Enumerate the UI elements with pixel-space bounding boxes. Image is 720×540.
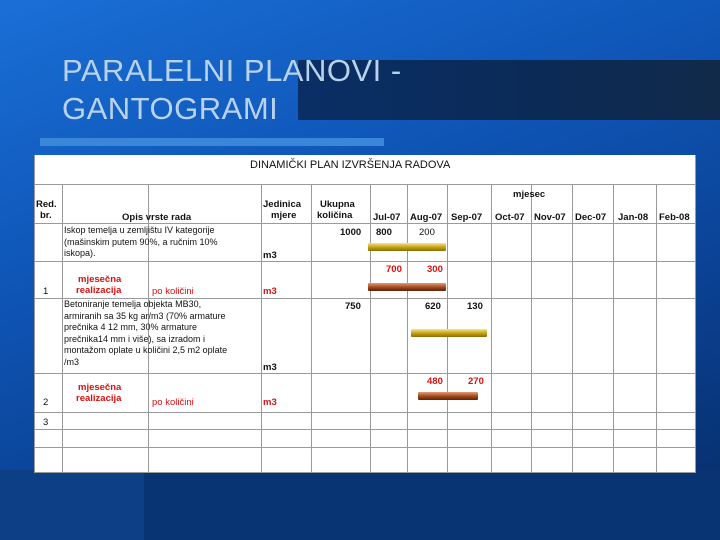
row2-plan-aug: 620 [425,301,441,312]
header-month-oct: Oct-07 [495,212,525,223]
row1-po-kolicini: po količini [152,286,194,297]
grid-line [261,184,262,473]
row2-number: 2 [43,397,49,408]
header-ukupno: Ukupna količina [317,199,355,221]
grid-line [491,184,492,473]
grid-line [407,184,408,473]
row1-total: 1000 [340,227,362,238]
grid-line [34,447,696,448]
grid-line [34,412,696,413]
header-opis: Opis vrste rada [122,212,192,223]
row1-plan-aug: 200 [419,227,435,238]
grid-line [572,184,573,473]
row2-unit: m3 [263,362,277,373]
header-month-nov: Nov-07 [534,212,566,223]
slide-title-line1: PARALELNI PLANOVI - [62,53,402,88]
grid-line [34,373,696,374]
row2-plan-sep: 130 [467,301,483,312]
grid-line [531,184,532,473]
row1-plan-jul: 800 [376,227,392,238]
row2-realization-label: mjesečna realizacija [76,382,122,404]
row2-plan-bar [411,329,487,337]
grid-line [34,261,696,262]
header-mjesec: mjesec [513,189,546,200]
row2-po-kolicini: po količini [152,397,194,408]
background-band-right [144,470,720,540]
row1-plan-bar [368,243,446,251]
grid-line [62,184,63,473]
grid-line [34,472,696,473]
grid-line [34,223,696,224]
row2-total: 750 [345,301,361,312]
row2-real-sep: 270 [468,376,484,387]
header-month-aug: Aug-07 [410,212,443,223]
header-month-feb: Feb-08 [659,212,690,223]
slide-title [62,52,402,128]
row1-realization-label: mjesečna realizacija [76,274,122,296]
grid-line [695,155,696,473]
grid-line [613,184,614,473]
background-band-left [0,470,144,540]
title-underline [40,138,384,146]
row1-number: 1 [43,286,49,297]
row3-number: 3 [43,417,49,428]
row2-real-bar [418,392,478,400]
grid-line [34,184,696,185]
row1-real-unit: m3 [263,286,277,297]
header-month-sep: Sep-07 [451,212,483,223]
slide-title-line2: GANTOGRAMI [62,91,279,126]
row1-real-bar [368,283,446,291]
grid-line [34,155,35,473]
gantt-spreadsheet [34,155,696,473]
row1-unit: m3 [263,250,277,261]
sheet-title: DINAMIČKI PLAN IZVRŠENJA RADOVA [250,159,451,171]
header-red-br: Red. br. [36,199,57,221]
row2-real-aug: 480 [427,376,443,387]
grid-line [34,429,696,430]
row2-real-unit: m3 [263,397,277,408]
grid-line [656,184,657,473]
row1-real-jul: 700 [386,264,402,275]
header-month-dec: Dec-07 [575,212,607,223]
row2-description: Betoniranje temelja objekta MB30, armiranih sa 35 kg ar/m3 (70% armature prečnika 4 12 mm, 30% armature prečnika14 mm i više), sa izradom i montažom oplate u količini 2,5 m2 oplate /m3 [64,299,228,367]
row1-real-aug: 300 [427,264,443,275]
row1-description: Iskop temelja u zemljištu IV kategorije (mašinskim putem 90%, a ručnim 10% iskopa). [64,225,218,258]
header-month-jan: Jan-08 [618,212,649,223]
grid-line [311,184,312,473]
grid-line [370,184,371,473]
header-month-jul: Jul-07 [373,212,401,223]
header-jedinica: Jedinica mjere [263,199,302,221]
